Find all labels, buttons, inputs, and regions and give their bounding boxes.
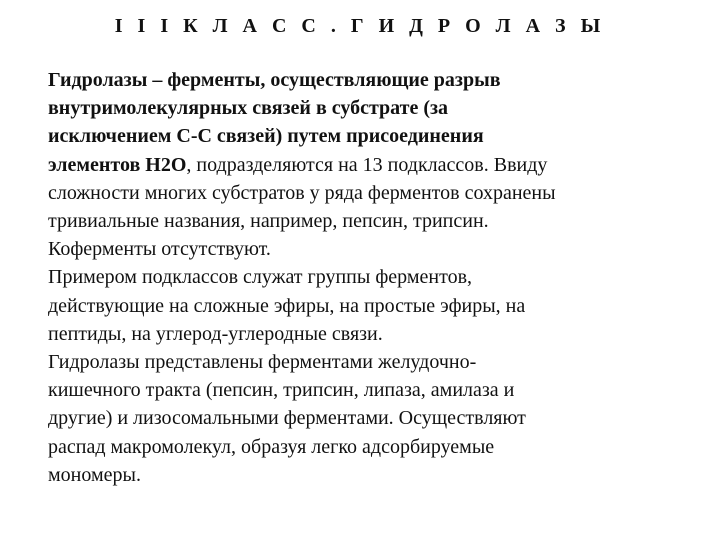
text-line (48, 292, 698, 320)
normal-fragment: распад макромолекул, образуя легко адсорбируемые (48, 435, 495, 458)
normal-fragment: кишечного тракта (пепсин, трипсин, липаза, амилаза и (48, 379, 515, 402)
text-line (48, 263, 698, 291)
text-line (48, 235, 698, 263)
text-line (48, 404, 698, 432)
normal-fragment: действующие на сложные эфиры, на простые эфиры, на (48, 294, 526, 317)
normal-fragment: сложности многих субстратов у ряда ферментов сохранены (48, 181, 556, 204)
text-line (48, 461, 698, 489)
text-line (48, 151, 698, 179)
normal-fragment: мономеры. (48, 463, 141, 486)
body-text (48, 66, 698, 489)
normal-fragment: Примером подклассов служат группы ферментов, (48, 266, 473, 289)
text-line (48, 320, 698, 348)
bold-fragment: внутримолекулярных связей в субстрате (за (48, 97, 449, 120)
bold-fragment: исключением С-С связей) путем присоединения (48, 125, 484, 148)
normal-fragment: , подразделяются на 13 подклассов. Ввиду (186, 153, 548, 176)
normal-fragment: Коферменты отсутствуют. (48, 238, 271, 261)
normal-fragment: Гидролазы представлены ферментами желудочно- (48, 351, 477, 374)
text-line (48, 348, 698, 376)
bold-fragment: Гидролазы – ферменты, осуществляющие разрыв (48, 69, 501, 91)
text-line (48, 122, 698, 150)
text-line (48, 179, 698, 207)
text-line (48, 94, 698, 122)
normal-fragment: тривиальные названия, например, пепсин, трипсин. (48, 210, 489, 233)
text-line (48, 376, 698, 404)
normal-fragment: другие) и лизосомальными ферментами. Осуществляют (48, 407, 526, 430)
text-line (48, 66, 698, 94)
text-line (48, 207, 698, 235)
normal-fragment: пептиды, на углерод-углеродные связи. (48, 322, 383, 345)
slide-title: I I I К Л А С С . Г И Д Р О Л А З Ы (114, 15, 606, 37)
bold-fragment: элементов Н2О (48, 153, 187, 176)
text-line (48, 433, 698, 461)
